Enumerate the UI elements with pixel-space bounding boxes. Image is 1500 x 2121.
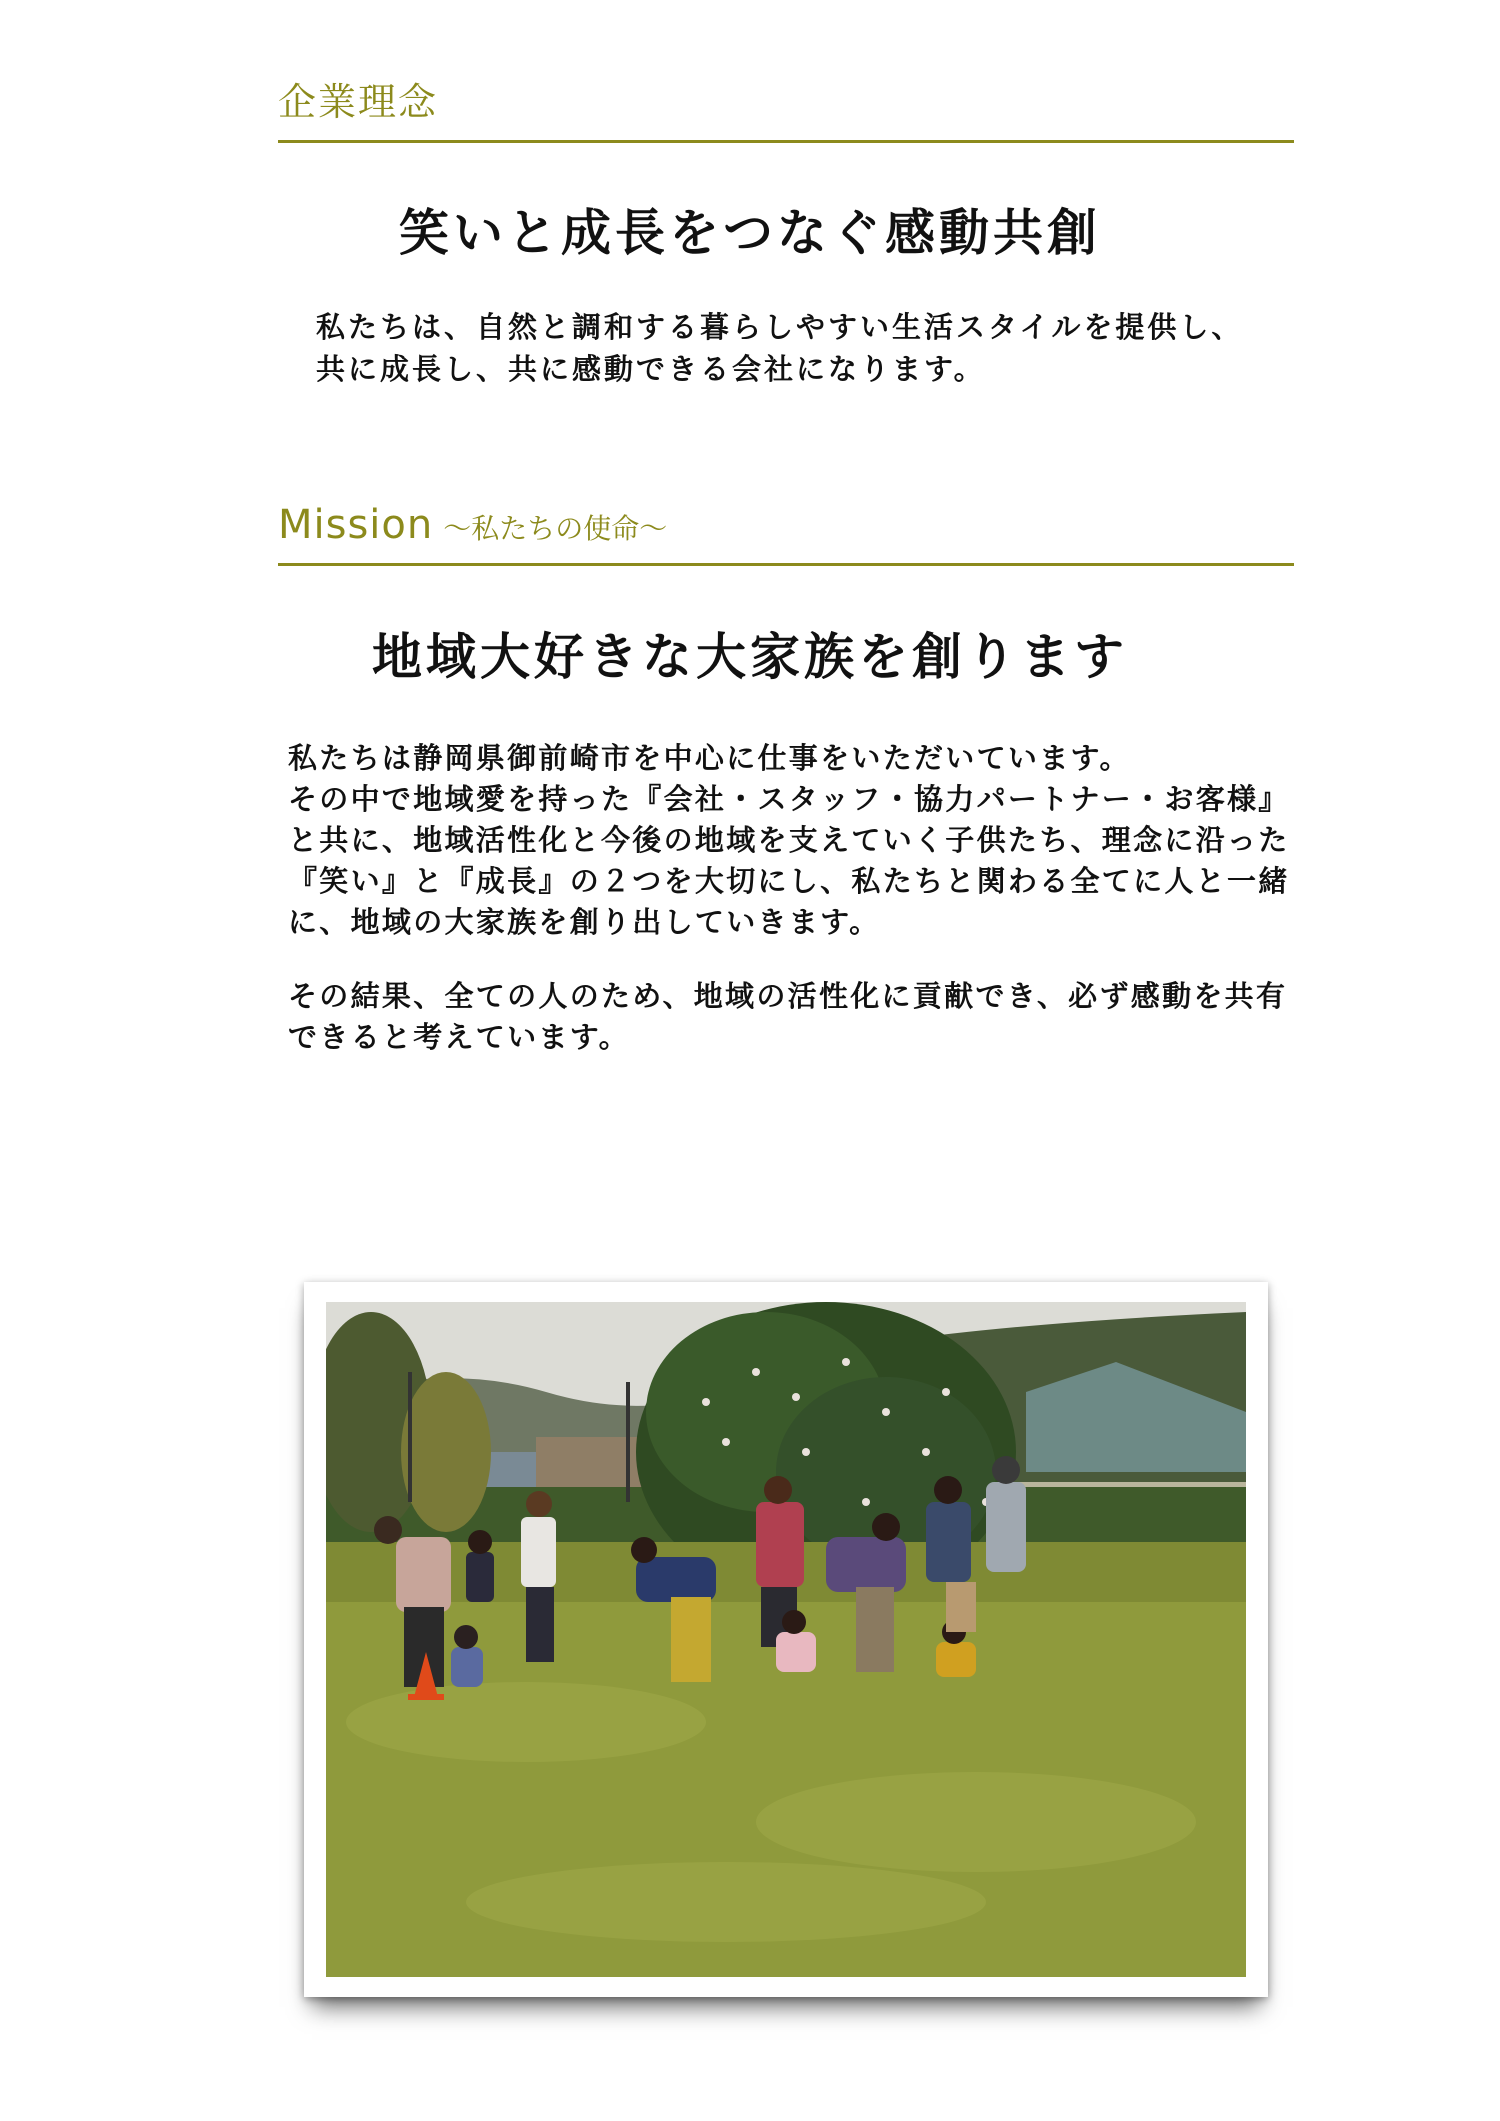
mission-line: 私たちは静岡県御前崎市を中心に仕事をいただいています。 xyxy=(288,741,1131,775)
photo-frame xyxy=(304,1282,1268,1997)
philosophy-line: 共に成長し、共に感動できる会社になります。 xyxy=(316,352,986,386)
mission-heading-en: Mission xyxy=(278,502,434,548)
mission-heading-jp: 〜私たちの使命〜 xyxy=(443,512,668,545)
mission-line: 『笑い』と『成長』の２つを大切にし、私たちと関わる全てに人と一緒 xyxy=(288,864,1290,898)
mission-paragraph-1 xyxy=(288,738,1290,943)
mission-heading xyxy=(278,495,1294,566)
mission-paragraph-2 xyxy=(288,976,1287,1058)
philosophy-headline: 笑いと成長をつなぐ感動共創 xyxy=(399,204,1101,262)
mission-headline: 地域大好きな大家族を創ります xyxy=(372,628,1128,686)
mission-line: できると考えています。 xyxy=(288,1020,630,1054)
philosophy-line: 私たちは、自然と調和する暮らしやすい生活スタイルを提供し、 xyxy=(316,310,1244,344)
family-event-photo xyxy=(326,1302,1246,1977)
photo-illustration xyxy=(326,1302,1246,1977)
philosophy-heading-text: 企業理念 xyxy=(278,80,439,124)
mission-line: その結果、全ての人のため、地域の活性化に貢献でき、必ず感動を共有 xyxy=(288,979,1288,1013)
mission-line: と共に、地域活性化と今後の地域を支えていく子供たち、理念に沿った xyxy=(288,823,1290,857)
philosophy-text xyxy=(316,306,1243,390)
mission-line: に、地域の大家族を創り出していきます。 xyxy=(288,905,881,939)
mission-line: その中で地域愛を持った『会社・スタッフ・協力パートナー・お客様』 xyxy=(288,782,1290,816)
philosophy-heading xyxy=(278,72,1294,143)
